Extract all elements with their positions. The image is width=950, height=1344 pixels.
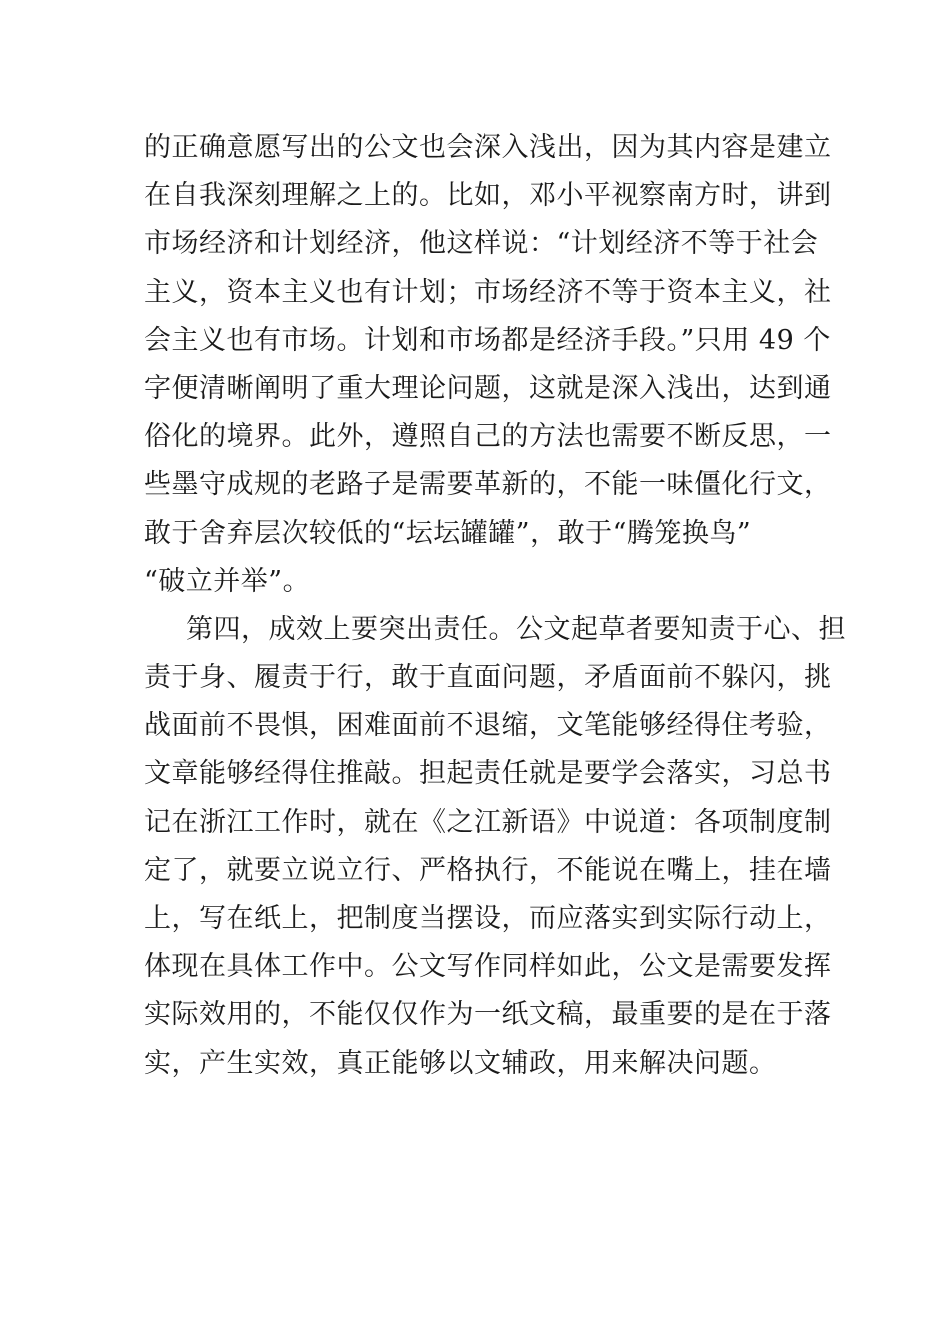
paragraph-2 <box>144 606 846 1088</box>
text-line: 体现在具体工作中。公文写作同样如此，公文是需要发挥 <box>144 951 832 983</box>
text-line: 第四，成效上要突出责任。公文起草者要知责于心、担 <box>186 613 846 645</box>
text-line: 上，写在纸上，把制度当摆设，而应落实到实际行动上， <box>144 903 832 934</box>
text-line: 的正确意愿写出的公文也会深入浅出，因为其内容是建立 <box>144 132 832 163</box>
text-line: 战面前不畏惧，困难面前不退缩，文笔能够经得住考验， <box>144 710 832 742</box>
document-body <box>144 124 846 1088</box>
text-line: 市场经济和计划经济，他这样说：“计划经济不等于社会 <box>144 228 819 260</box>
text-line: 在自我深刻理解之上的。比如，邓小平视察南方时，讲到 <box>144 180 832 212</box>
text-line: 记在浙江工作时，就在《之江新语》中说道：各项制度制 <box>144 806 832 838</box>
text-line: “破立并举”。 <box>144 565 311 597</box>
text-line: 会主义也有市场。计划和市场都是经济手段。”只用 49 个 <box>144 324 831 356</box>
text-line: 实际效用的，不能仅仅作为一纸文稿，最重要的是在于落 <box>144 999 832 1031</box>
text-line: 敢于舍弃层次较低的“坛坛罐罐”，敢于“腾笼换鸟” <box>144 517 752 549</box>
text-line: 些墨守成规的老路子是需要革新的，不能一味僵化行文， <box>144 469 832 501</box>
text-line: 俗化的境界。此外，遵照自己的方法也需要不断反思，一 <box>144 421 832 453</box>
text-line: 字便清晰阐明了重大理论问题，这就是深入浅出，达到通 <box>144 372 832 404</box>
text-line: 实，产生实效，真正能够以文辅政，用来解决问题。 <box>144 1047 777 1079</box>
paragraph-1 <box>144 124 832 606</box>
text-line: 文章能够经得住推敲。担起责任就是要学会落实，习总书 <box>144 758 832 790</box>
text-line: 定了，就要立说立行、严格执行，不能说在嘴上，挂在墙 <box>144 854 832 886</box>
text-line: 责于身、履责于行，敢于直面问题，矛盾面前不躲闪，挑 <box>144 662 832 694</box>
text-line: 主义，资本主义也有计划；市场经济不等于资本主义，社 <box>144 276 832 308</box>
